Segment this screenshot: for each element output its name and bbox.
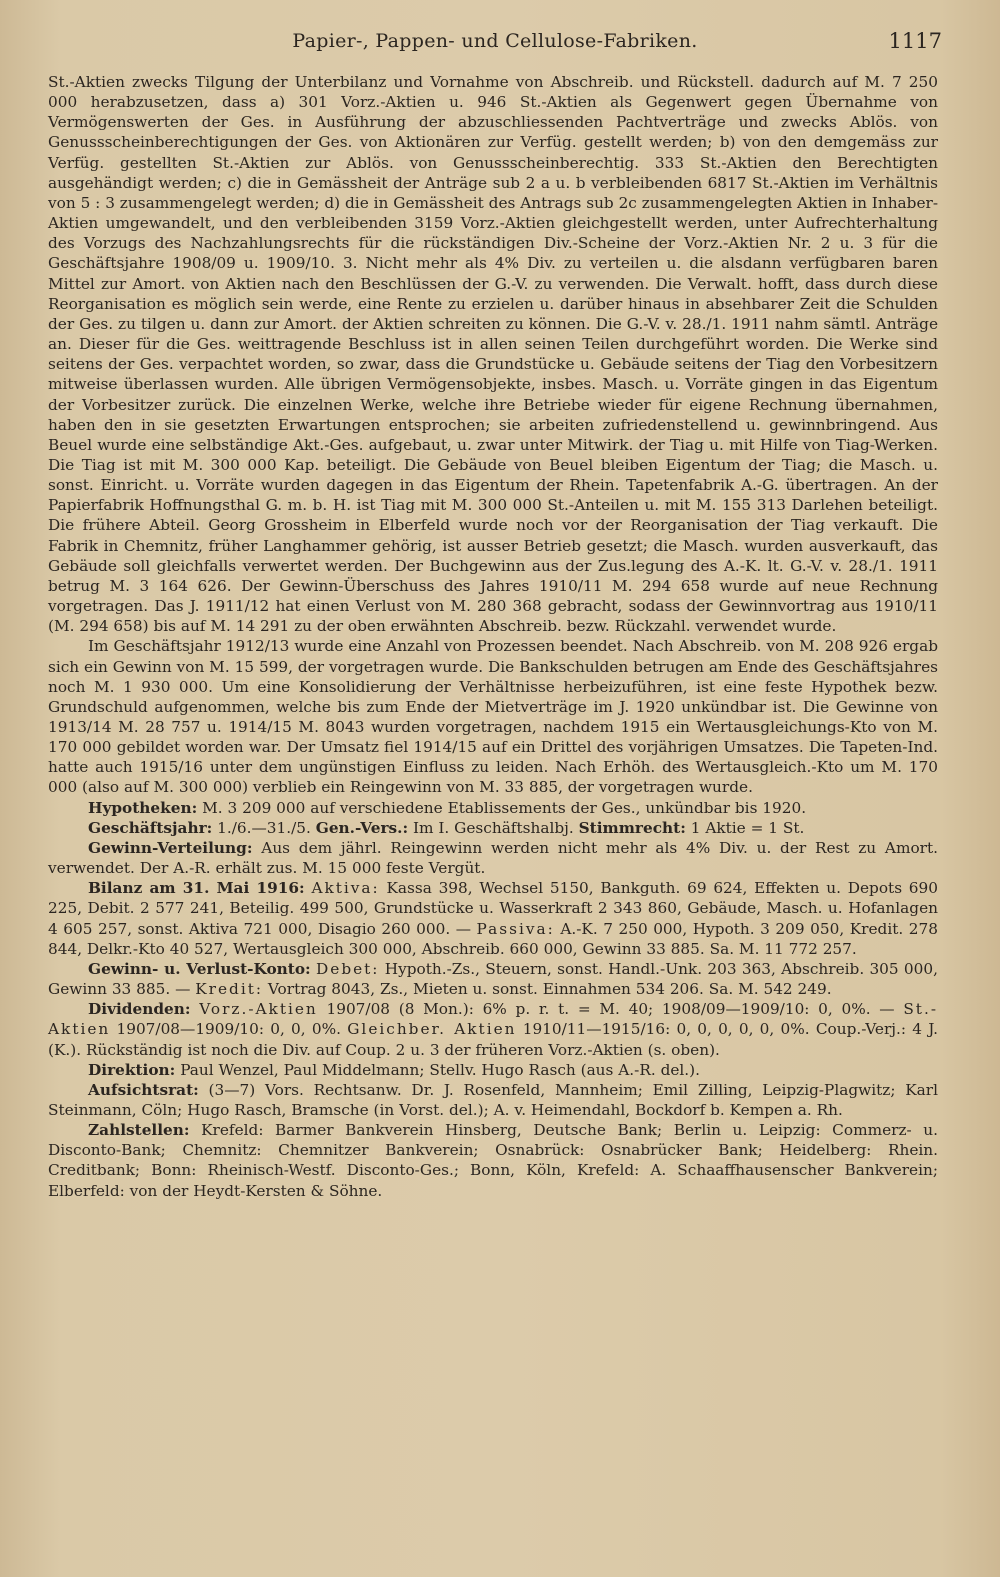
direktion-label: Direktion: xyxy=(88,1060,176,1079)
gleichber-aktien-label: Gleichber. Aktien xyxy=(347,1020,517,1039)
entry-zahlstellen xyxy=(48,1120,938,1201)
st-aktien-label: St.-Aktien xyxy=(48,1000,938,1039)
page-number: 1117 xyxy=(888,29,942,53)
stimmrecht-text: 1 Aktie = 1 St. xyxy=(690,818,805,837)
debet-text: Hypoth.-Zs., Steuern, sonst. Handl.-Unk. 203 363, Abschreib. 305 000, Gewinn 33 885. — xyxy=(48,959,938,999)
geschaeftsjahr-text: 1./6.—31./5. xyxy=(217,818,311,837)
stimmrecht-label: Stimmrecht: xyxy=(578,818,686,837)
entry-meta xyxy=(48,818,938,838)
dividenden-label: Dividenden: xyxy=(88,1000,191,1019)
aktiva-label: Aktiva: xyxy=(311,879,380,898)
entry-gewinn-verlust xyxy=(48,959,938,999)
passiva-text: A.-K. 7 250 000, Hypoth. 3 209 050, Kredit. 278 844, Delkr.-Kto 40 527, Wertausgleich 300 000, Abschreib. 660 000, Gewinn 33 885. Sa. M. 11 772 257. xyxy=(48,919,938,958)
entry-hypotheken xyxy=(48,798,938,818)
entry-dividenden xyxy=(48,999,938,1059)
entry-aufsichtsrat xyxy=(48,1080,938,1120)
entry-gewinn-verteilung xyxy=(48,838,938,878)
hypotheken-text: M. 3 209 000 auf verschiedene Etablissements der Ges., unkündbar bis 1920. xyxy=(202,798,807,817)
gleichber-aktien-text: 1910/11—1915/16: 0, 0, 0, 0, 0, 0%. Coup.-Verj.: 4 J. (K.). Rückständig ist noch die Div. auf Coup. 2 u. 3 der früheren Vorz.-Aktien (s. oben). xyxy=(48,1020,939,1059)
aktiva-text: Kassa 398, Wechsel 5150, Bankguth. 69 624, Effekten u. Depots 690 225, Debit. 2 577 241, Beteilig. 499 500, Grundstücke u. Wasserkraft 2 343 860, Gebäude, Masch. u. Hofanlagen 4 605 257, sonst. Aktiva 721 000, Disagio 260 000. — xyxy=(48,879,938,938)
geschaeftsjahr-label: Geschäftsjahr: xyxy=(88,818,213,837)
direktion-text: Paul Wenzel, Paul Middelmann; Stellv. Hugo Rasch (aus A.-R. del.). xyxy=(180,1060,700,1079)
page-header xyxy=(48,30,942,60)
entry-direktion xyxy=(48,1060,938,1080)
running-title: Papier-, Pappen- und Cellulose-Fabriken. xyxy=(292,30,698,52)
zahlstellen-label: Zahlstellen: xyxy=(88,1121,190,1140)
hypotheken-label: Hypotheken: xyxy=(88,798,198,817)
kredit-label: Kredit: xyxy=(195,980,264,999)
gen-vers-text: Im I. Geschäftshalbj. xyxy=(412,818,574,837)
debet-label: Debet: xyxy=(316,959,380,978)
paragraph-reorganisation: St.-Aktien zwecks Tilgung der Unterbilanz und Vornahme von Abschreib. und Rückstell. dadurch auf M. 7 250 000 herabzusetzen, dass a) 301 Vorz.-Aktien u. 946 St.-Aktien als Gegenwert gegen Übernahme von Vermögenswerten der Ges. in Ausführung der abzuschliessenden Pachtverträge und zwecks Ablös. von Genussscheinberechtigungen der Ges. von Aktionären zur Verfüg. gestellt werden; b) von den demgemäss zur Verfüg. gestellten St.-Aktien zur Ablös. von Genussscheinberechtig. 333 St.-Aktien den Berechtigten ausgehändigt werden; c) die in Gemässheit der Anträge sub 2 a u. b verbleibenden 6817 St.-Aktien im Verhältnis von 5 : 3 zusammengelegt werden; d) die in Gemässheit des Antrags sub 2c zusammengelegten Aktien in Inhaber-Aktien umgewandelt, und den verbleibenden 3159 Vorz.-Aktien gleichgestellt werden, unter Aufrechterhaltung des Vorzugs des Nachzahlungsrechts für die rückständigen Div.-Scheine der Vorz.-Aktien Nr. 2 u. 3 für die Geschäftsjahre 1908/09 u. 1909/10. 3. Nicht mehr als 4% Div. zu verteilen u. die alsdann verfügbaren baren Mittel zur Amort. von Aktien nach den Beschlüssen der G.-V. zu verwenden. Die Verwalt. hofft, dass durch diese Reorganisation es möglich sein werde, eine Rente zu erzielen u. darüber hinaus in absehbarer Zeit die Schulden der Ges. zu tilgen u. dann zur Amort. der Aktien schreiten zu können. Die G.-V. v. 28./1. 1911 nahm sämtl. Anträge an. Dieser für die Ges. weittragende Beschluss ist in allen seinen Teilen durchgeführt worden. Die Werke sind seitens der Ges. verpachtet worden, so zwar, dass die Grundstücke u. Gebäude seitens der Tiag den Vorbesitzern mitweise überlassen wurden. Alle übrigen Vermögensobjekte, insbes. Masch. u. Vorräte gingen in das Eigentum der Vorbesitzer zurück. Die einzelnen Werke, welche ihre Betriebe wieder für eigene Rechnung übernahmen, haben den in sie gesetzten Erwartungen entsprochen; sie arbeiten zufriedenstellend u. gewinnbringend. Aus Beuel wurde eine selbständige Akt.-Ges. aufgebaut, u. zwar unter Mitwirk. der Tiag u. mit Hilfe von Tiag-Werken. Die Tiag ist mit M. 300 000 Kap. beteiligt. Die Gebäude von Beuel bleiben Eigentum der Tiag; die Masch. u. sonst. Einricht. u. Vorräte wurden dagegen in das Eigentum der Rhein. Tapetenfabrik A.-G. übertragen. An der Papierfabrik Hoffnungsthal G. m. b. H. ist Tiag mit M. 300 000 St.-Anteilen u. mit M. 155 313 Darlehen beteiligt. Die frühere Abteil. Georg Grossheim in Elberfeld wurde noch vor der Reorganisation der Tiag verkauft. Die Fabrik in Chemnitz, früher Langhammer gehörig, ist ausser Betrieb gesetzt; die Masch. wurden ausverkauft, das Gebäude soll gleichfalls verwertet werden. Der Buchgewinn aus der Zus.legung des A.-K. lt. G.-V. v. 28./1. 1911 betrug M. 3 164 626. Der Gewinn-Überschuss des Jahres 1910/11 M. 294 658 wurde auf neue Rechnung vorgetragen. Das J. 1911/12 hat einen Verlust von M. 280 368 gebracht, sodass der Gewinnvortrag aus 1910/11 (M. 294 658) bis auf M. 14 291 zu der oben erwähnten Abschreib. bezw. Rückzahl. verwendet wurde. xyxy=(48,73,938,636)
paragraph-geschaeftsjahr: Im Geschäftsjahr 1912/13 wurde eine Anzahl von Prozessen beendet. Nach Abschreib. von M. 208 926 ergab sich ein Gewinn von M. 15 599, der vorgetragen wurde. Die Bankschulden betrugen am Ende des Geschäftsjahres noch M. 1 930 000. Um eine Konsolidierung der Verhältnisse herbeizuführen, ist eine feste Hypothek bezw. Grundschuld aufgenommen, welche bis zum Ende der Mietverträge im J. 1920 unkündbar ist. Die Gewinne von 1913/14 M. 28 757 u. 1914/15 M. 8043 wurden vorgetragen, nachdem 1915 ein Wertausgleichungs-Kto von M. 170 000 gebildet worden war. Der Umsatz fiel 1914/15 auf ein Drittel des vorjährigen Umsatzes. Die Tapeten-Ind. hatte auch 1915/16 unter dem ungünstigen Einfluss zu leiden. Nach Erhöh. des Wertausgleich.-Kto um M. 170 000 (also auf M. 300 000) verblieb ein Reingewinn von M. 33 885, der vorgetragen wurde. xyxy=(48,637,938,797)
bilanz-label: Bilanz am 31. Mai 1916: xyxy=(88,879,305,898)
gen-vers-label: Gen.-Vers.: xyxy=(315,818,409,837)
aufsichtsrat-label: Aufsichtsrat: xyxy=(88,1080,199,1099)
gewinn-verteilung-text: Aus dem jährl. Reingewinn werden nicht mehr als 4% Div. u. der Rest zu Amort. verwendet. Der A.-R. erhält zus. M. 15 000 feste Vergüt. xyxy=(48,838,938,878)
vorz-aktien-label: Vorz.-Aktien xyxy=(199,1000,318,1019)
entry-bilanz xyxy=(48,878,938,959)
gewinn-verteilung-label: Gewinn-Verteilung: xyxy=(88,838,253,857)
kredit-text: Vortrag 8043, Zs., Mieten u. sonst. Einnahmen 534 206. Sa. M. 542 249. xyxy=(267,980,832,999)
main-text xyxy=(48,72,938,1201)
st-aktien-text: 1907/08—1909/10: 0, 0, 0%. xyxy=(116,1020,341,1039)
gewinn-verlust-label: Gewinn- u. Verlust-Konto: xyxy=(88,959,311,978)
aufsichtsrat-text: (3—7) Vors. Rechtsanw. Dr. J. Rosenfeld, Mannheim; Emil Zilling, Leipzig-Plagwitz; Karl Steinmann, Cöln; Hugo Rasch, Bramsche (in Vorst. del.); A. v. Heimendahl, Bockdorf b. Kempen a. Rh. xyxy=(48,1080,938,1119)
zahlstellen-text: Krefeld: Barmer Bankverein Hinsberg, Deutsche Bank; Berlin u. Leipzig: Commerz- u. Disconto-Bank; Chemnitz: Chemnitzer Bankverein; Osnabrück: Osnabrücker Bank; Heidelberg: Rhein. Creditbank; Bonn: Rheinisch-Westf. Disconto-Ges.; Bonn, Köln, Krefeld: A. Schaaffhausenscher Bankverein; Elberfeld: von der Heydt-Kersten & Söhne. xyxy=(48,1121,938,1200)
vorz-aktien-text: 1907/08 (8 Mon.): 6% p. r. t. = M. 40; 1908/09—1909/10: 0, 0%. — xyxy=(326,1000,895,1019)
passiva-label: Passiva: xyxy=(476,919,555,938)
